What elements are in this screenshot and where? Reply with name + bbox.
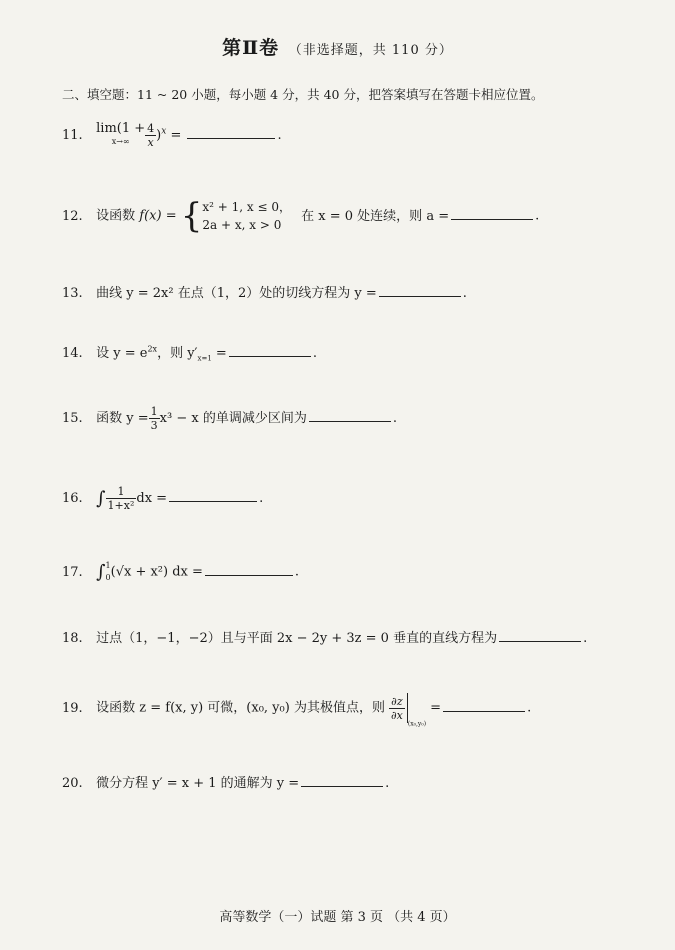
question-number: 16.	[62, 491, 83, 506]
answer-blank-12[interactable]	[451, 207, 533, 220]
denominator: 3	[150, 419, 158, 432]
piecewise-cases	[202, 198, 291, 234]
paper-title-main: 第Ⅱ卷	[222, 37, 280, 59]
answer-blank-17[interactable]	[205, 563, 293, 576]
question-number: 11.	[62, 128, 83, 143]
period: .	[583, 631, 588, 646]
question-text-cont: x³ − x 的单调减少区间为	[159, 411, 307, 426]
period: .	[277, 128, 282, 143]
limit-text: lim(1 +	[96, 121, 146, 136]
paper-title	[0, 33, 675, 60]
question-number: 18.	[62, 631, 83, 646]
numerator: 4	[147, 122, 155, 135]
paren: )	[156, 128, 162, 143]
answer-blank-19[interactable]	[443, 699, 525, 712]
equals: =	[211, 346, 227, 361]
case-2: 2a + x, x > 0	[202, 218, 282, 232]
question-text: 过点（1，−1，−2）且与平面 2x − 2y + 3z = 0 垂直的直线方程为	[96, 631, 498, 646]
answer-blank-11[interactable]	[187, 126, 275, 139]
question-14	[62, 342, 317, 363]
question-number: 19.	[62, 700, 83, 716]
denominator: 1+x²	[107, 499, 135, 512]
fraction-1-over-3	[149, 405, 160, 432]
question-number: 15.	[62, 411, 83, 426]
lower-limit: 0	[105, 573, 111, 582]
question-13	[62, 282, 467, 301]
period: .	[462, 286, 467, 301]
upper-limit: 1	[105, 561, 111, 570]
limit-subscript: x→∞	[111, 137, 130, 146]
question-text: 微分方程 y′ = x + 1 的通解为 y =	[96, 776, 300, 791]
evaluation-bar	[407, 693, 408, 723]
brace-symbol: {	[180, 196, 203, 236]
question-text-cont: (√x + x²) dx =	[110, 564, 203, 580]
question-number: 13.	[62, 286, 83, 301]
question-text: 设函数 z = f(x, y) 可微，(x₀, y₀) 为其极值点，则	[96, 700, 385, 716]
question-text-cont: 在 x = 0 处连续，则 a =	[301, 208, 450, 224]
period: .	[312, 346, 317, 361]
integral-sign: ∫	[96, 561, 106, 583]
answer-blank-20[interactable]	[301, 774, 383, 787]
answer-blank-13[interactable]	[379, 284, 461, 297]
period: .	[535, 208, 540, 224]
section-instruction: 二、填空题：11 ~ 20 小题，每小题 4 分，共 40 分，把答案填写在答题卡相应位置。	[62, 87, 544, 102]
question-number: 20.	[62, 776, 83, 791]
numerator: 1	[150, 405, 158, 418]
question-12	[62, 198, 539, 234]
question-text: 设 y = e	[96, 346, 148, 361]
question-text: 设函数	[96, 208, 136, 224]
function-label: f(x) =	[139, 208, 177, 224]
question-text: 曲线 y = 2x² 在点（1，2）处的切线方程为 y =	[96, 286, 377, 301]
answer-blank-16[interactable]	[169, 489, 257, 502]
equals: =	[166, 128, 186, 143]
answer-blank-14[interactable]	[229, 344, 311, 357]
question-19	[62, 693, 531, 728]
paper-title-subtitle: （非选择题，共 110 分）	[288, 43, 453, 58]
exponent: 2x	[147, 344, 158, 354]
question-text: 函数 y =	[96, 411, 149, 426]
period: .	[527, 700, 532, 716]
question-15	[62, 405, 397, 432]
period: .	[259, 491, 264, 506]
period: .	[385, 776, 390, 791]
denominator: ∂x	[390, 708, 403, 722]
partial-derivative-fraction	[389, 695, 405, 722]
equals: =	[426, 700, 442, 716]
question-text-cont: dx =	[136, 491, 168, 506]
denominator: x	[147, 136, 154, 149]
fraction-1-over-1-plus-x2	[106, 485, 137, 512]
answer-blank-15[interactable]	[309, 409, 391, 422]
numerator: 1	[106, 485, 137, 499]
question-11	[62, 122, 282, 149]
answer-blank-18[interactable]	[499, 629, 581, 642]
case-1: x² + 1, x ≤ 0，	[202, 200, 292, 214]
period: .	[294, 564, 300, 580]
question-text-cont: ，则 y′	[157, 346, 198, 361]
page-footer: 高等数学（一）试题 第 3 页 （共 4 页）	[219, 910, 456, 925]
question-18	[62, 627, 587, 646]
question-number: 12.	[62, 208, 83, 224]
fraction-4-over-x	[145, 122, 156, 149]
period: .	[392, 411, 397, 426]
exponent: x	[161, 126, 167, 137]
numerator: ∂z	[389, 695, 405, 709]
question-number: 14.	[62, 346, 83, 361]
question-17	[62, 560, 299, 584]
question-16	[62, 485, 263, 512]
question-number: 17.	[62, 564, 83, 580]
evaluation-subscript: x=1	[197, 354, 212, 363]
integral-sign: ∫	[96, 488, 106, 509]
evaluation-subscript: (x₀,y₀)	[407, 720, 427, 728]
question-20	[62, 772, 389, 791]
